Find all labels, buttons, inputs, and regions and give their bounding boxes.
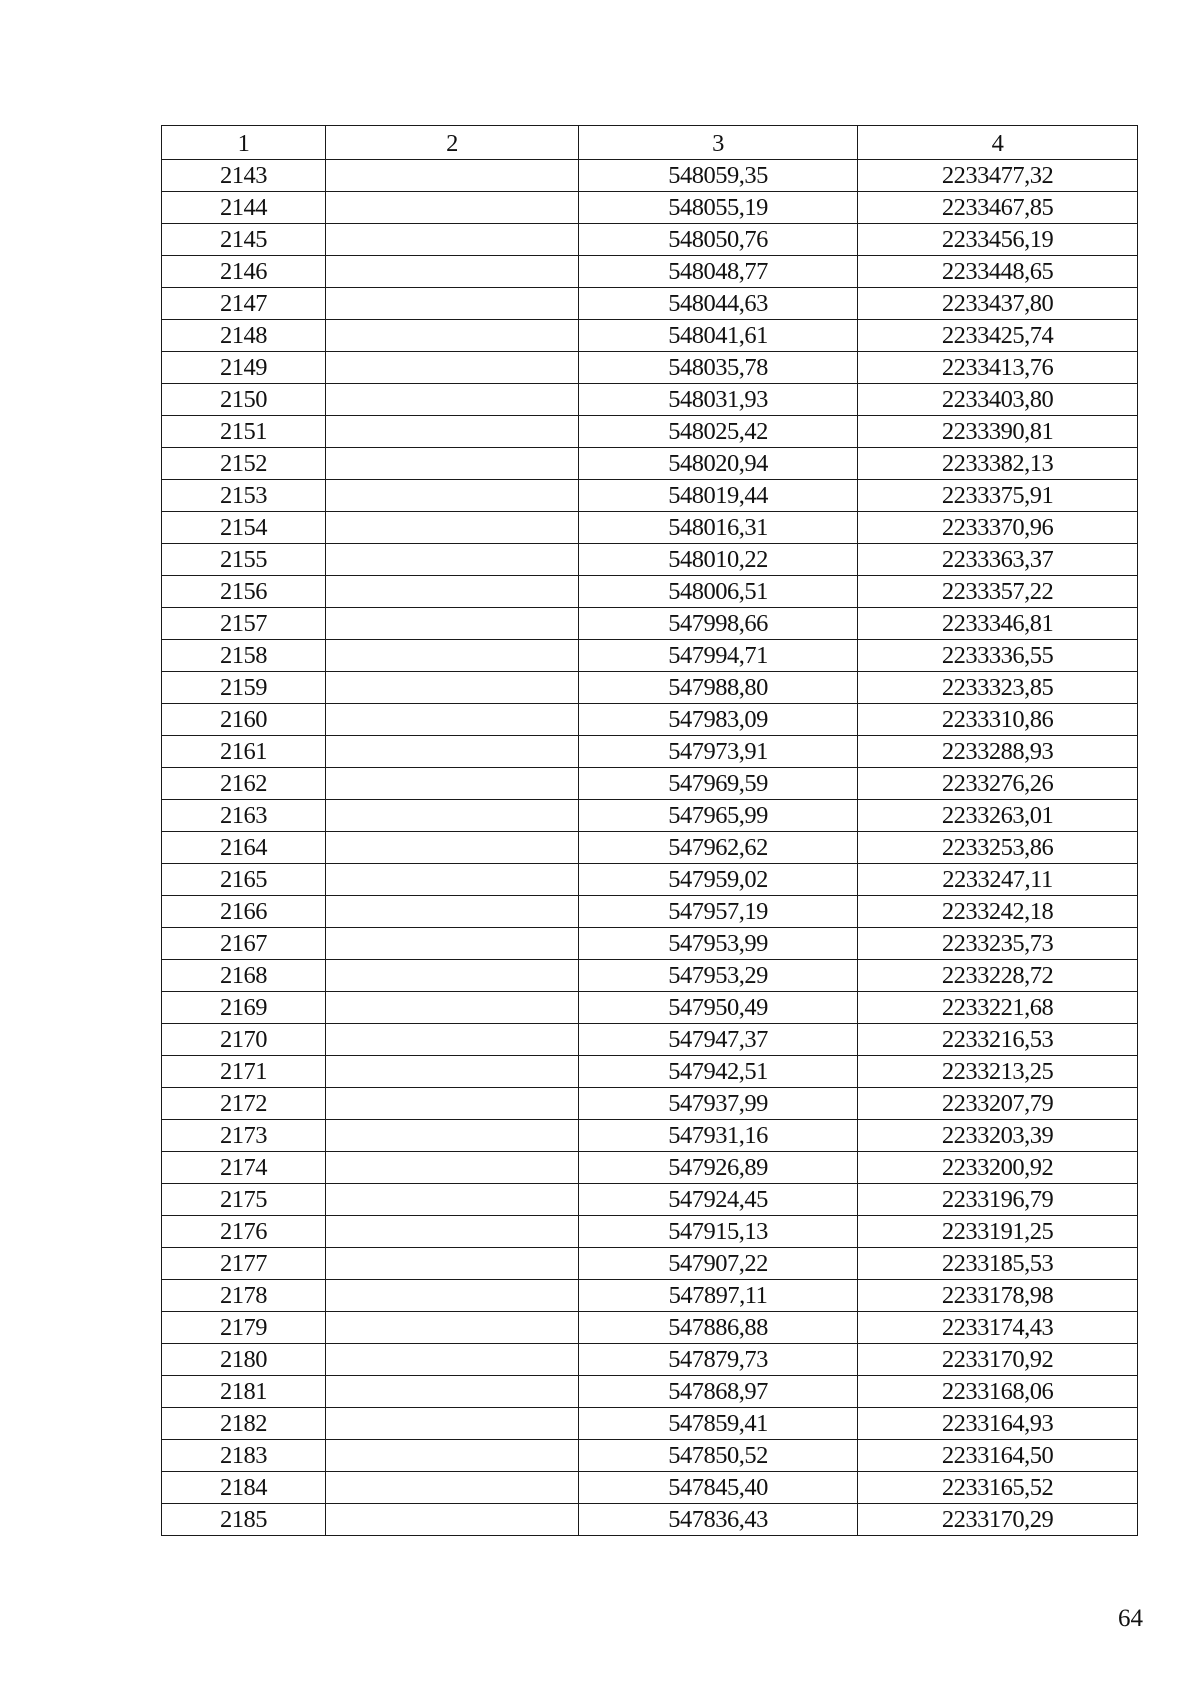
table-row bbox=[162, 1152, 1138, 1184]
point-number-cell: 2159 bbox=[162, 672, 326, 704]
empty-cell bbox=[326, 224, 579, 256]
empty-cell bbox=[326, 1216, 579, 1248]
y-coordinate-cell: 2233221,68 bbox=[858, 992, 1138, 1024]
empty-cell bbox=[326, 512, 579, 544]
empty-cell bbox=[326, 544, 579, 576]
table-row bbox=[162, 1184, 1138, 1216]
point-number-cell: 2174 bbox=[162, 1152, 326, 1184]
table-row bbox=[162, 1248, 1138, 1280]
y-coordinate-cell: 2233191,25 bbox=[858, 1216, 1138, 1248]
table-row bbox=[162, 1440, 1138, 1472]
y-coordinate-cell: 2233185,53 bbox=[858, 1248, 1138, 1280]
table-row bbox=[162, 320, 1138, 352]
x-coordinate-cell: 548041,61 bbox=[579, 320, 858, 352]
y-coordinate-cell: 2233437,80 bbox=[858, 288, 1138, 320]
y-coordinate-cell: 2233288,93 bbox=[858, 736, 1138, 768]
x-coordinate-cell: 547950,49 bbox=[579, 992, 858, 1024]
x-coordinate-cell: 547937,99 bbox=[579, 1088, 858, 1120]
point-number-cell: 2169 bbox=[162, 992, 326, 1024]
empty-cell bbox=[326, 672, 579, 704]
point-number-cell: 2158 bbox=[162, 640, 326, 672]
point-number-cell: 2153 bbox=[162, 480, 326, 512]
table-row bbox=[162, 1120, 1138, 1152]
y-coordinate-cell: 2233370,96 bbox=[858, 512, 1138, 544]
table-row bbox=[162, 192, 1138, 224]
table-row bbox=[162, 544, 1138, 576]
y-coordinate-cell: 2233357,22 bbox=[858, 576, 1138, 608]
empty-cell bbox=[326, 448, 579, 480]
table-row bbox=[162, 608, 1138, 640]
point-number-cell: 2182 bbox=[162, 1408, 326, 1440]
empty-cell bbox=[326, 1248, 579, 1280]
empty-cell bbox=[326, 1408, 579, 1440]
x-coordinate-cell: 547969,59 bbox=[579, 768, 858, 800]
y-coordinate-cell: 2233228,72 bbox=[858, 960, 1138, 992]
table-row bbox=[162, 672, 1138, 704]
empty-cell bbox=[326, 160, 579, 192]
empty-cell bbox=[326, 576, 579, 608]
point-number-cell: 2172 bbox=[162, 1088, 326, 1120]
point-number-cell: 2143 bbox=[162, 160, 326, 192]
point-number-cell: 2145 bbox=[162, 224, 326, 256]
y-coordinate-cell: 2233235,73 bbox=[858, 928, 1138, 960]
empty-cell bbox=[326, 1152, 579, 1184]
y-coordinate-cell: 2233196,79 bbox=[858, 1184, 1138, 1216]
y-coordinate-cell: 2233170,92 bbox=[858, 1344, 1138, 1376]
y-coordinate-cell: 2233247,11 bbox=[858, 864, 1138, 896]
y-coordinate-cell: 2233253,86 bbox=[858, 832, 1138, 864]
x-coordinate-cell: 547942,51 bbox=[579, 1056, 858, 1088]
point-number-cell: 2146 bbox=[162, 256, 326, 288]
header-row bbox=[162, 126, 1138, 160]
empty-cell bbox=[326, 1184, 579, 1216]
table-row bbox=[162, 1056, 1138, 1088]
point-number-cell: 2168 bbox=[162, 960, 326, 992]
empty-cell bbox=[326, 1504, 579, 1536]
empty-cell bbox=[326, 640, 579, 672]
table-body bbox=[162, 160, 1138, 1536]
x-coordinate-cell: 547959,02 bbox=[579, 864, 858, 896]
table-row bbox=[162, 800, 1138, 832]
table-row bbox=[162, 1504, 1138, 1536]
table-row bbox=[162, 224, 1138, 256]
table-row bbox=[162, 480, 1138, 512]
empty-cell bbox=[326, 1440, 579, 1472]
y-coordinate-cell: 2233323,85 bbox=[858, 672, 1138, 704]
point-number-cell: 2156 bbox=[162, 576, 326, 608]
point-number-cell: 2149 bbox=[162, 352, 326, 384]
point-number-cell: 2161 bbox=[162, 736, 326, 768]
empty-cell bbox=[326, 1024, 579, 1056]
empty-cell bbox=[326, 864, 579, 896]
empty-cell bbox=[326, 1088, 579, 1120]
point-number-cell: 2151 bbox=[162, 416, 326, 448]
empty-cell bbox=[326, 1056, 579, 1088]
column-header-2: 2 bbox=[326, 126, 579, 160]
point-number-cell: 2148 bbox=[162, 320, 326, 352]
point-number-cell: 2157 bbox=[162, 608, 326, 640]
table-row bbox=[162, 1376, 1138, 1408]
y-coordinate-cell: 2233276,26 bbox=[858, 768, 1138, 800]
point-number-cell: 2173 bbox=[162, 1120, 326, 1152]
x-coordinate-cell: 548010,22 bbox=[579, 544, 858, 576]
y-coordinate-cell: 2233200,92 bbox=[858, 1152, 1138, 1184]
y-coordinate-cell: 2233164,50 bbox=[858, 1440, 1138, 1472]
y-coordinate-cell: 2233170,29 bbox=[858, 1504, 1138, 1536]
point-number-cell: 2178 bbox=[162, 1280, 326, 1312]
x-coordinate-cell: 548016,31 bbox=[579, 512, 858, 544]
y-coordinate-cell: 2233164,93 bbox=[858, 1408, 1138, 1440]
x-coordinate-cell: 548020,94 bbox=[579, 448, 858, 480]
y-coordinate-cell: 2233168,06 bbox=[858, 1376, 1138, 1408]
x-coordinate-cell: 548044,63 bbox=[579, 288, 858, 320]
x-coordinate-cell: 547931,16 bbox=[579, 1120, 858, 1152]
empty-cell bbox=[326, 704, 579, 736]
table-row bbox=[162, 1344, 1138, 1376]
point-number-cell: 2155 bbox=[162, 544, 326, 576]
empty-cell bbox=[326, 192, 579, 224]
x-coordinate-cell: 548050,76 bbox=[579, 224, 858, 256]
table-row bbox=[162, 1088, 1138, 1120]
x-coordinate-cell: 548025,42 bbox=[579, 416, 858, 448]
table-row bbox=[162, 512, 1138, 544]
table-row bbox=[162, 448, 1138, 480]
y-coordinate-cell: 2233207,79 bbox=[858, 1088, 1138, 1120]
table-row bbox=[162, 1408, 1138, 1440]
x-coordinate-cell: 548055,19 bbox=[579, 192, 858, 224]
x-coordinate-cell: 547962,62 bbox=[579, 832, 858, 864]
x-coordinate-cell: 547988,80 bbox=[579, 672, 858, 704]
y-coordinate-cell: 2233375,91 bbox=[858, 480, 1138, 512]
point-number-cell: 2180 bbox=[162, 1344, 326, 1376]
x-coordinate-cell: 547886,88 bbox=[579, 1312, 858, 1344]
y-coordinate-cell: 2233174,43 bbox=[858, 1312, 1138, 1344]
empty-cell bbox=[326, 416, 579, 448]
empty-cell bbox=[326, 960, 579, 992]
page-number: 64 bbox=[1118, 1605, 1143, 1632]
y-coordinate-cell: 2233425,74 bbox=[858, 320, 1138, 352]
table-header bbox=[162, 126, 1138, 160]
table-row bbox=[162, 960, 1138, 992]
table-row bbox=[162, 1024, 1138, 1056]
empty-cell bbox=[326, 384, 579, 416]
y-coordinate-cell: 2233363,37 bbox=[858, 544, 1138, 576]
x-coordinate-cell: 547965,99 bbox=[579, 800, 858, 832]
y-coordinate-cell: 2233456,19 bbox=[858, 224, 1138, 256]
table-row bbox=[162, 416, 1138, 448]
empty-cell bbox=[326, 896, 579, 928]
table-row bbox=[162, 1312, 1138, 1344]
x-coordinate-cell: 547953,99 bbox=[579, 928, 858, 960]
empty-cell bbox=[326, 1344, 579, 1376]
y-coordinate-cell: 2233413,76 bbox=[858, 352, 1138, 384]
table-row bbox=[162, 992, 1138, 1024]
column-header-4: 4 bbox=[858, 126, 1138, 160]
point-number-cell: 2167 bbox=[162, 928, 326, 960]
y-coordinate-cell: 2233310,86 bbox=[858, 704, 1138, 736]
table-row bbox=[162, 256, 1138, 288]
point-number-cell: 2184 bbox=[162, 1472, 326, 1504]
x-coordinate-cell: 548019,44 bbox=[579, 480, 858, 512]
table-row bbox=[162, 288, 1138, 320]
x-coordinate-cell: 548035,78 bbox=[579, 352, 858, 384]
point-number-cell: 2152 bbox=[162, 448, 326, 480]
x-coordinate-cell: 547947,37 bbox=[579, 1024, 858, 1056]
table-row bbox=[162, 768, 1138, 800]
point-number-cell: 2154 bbox=[162, 512, 326, 544]
y-coordinate-cell: 2233467,85 bbox=[858, 192, 1138, 224]
x-coordinate-cell: 547957,19 bbox=[579, 896, 858, 928]
point-number-cell: 2147 bbox=[162, 288, 326, 320]
point-number-cell: 2183 bbox=[162, 1440, 326, 1472]
point-number-cell: 2177 bbox=[162, 1248, 326, 1280]
x-coordinate-cell: 547879,73 bbox=[579, 1344, 858, 1376]
empty-cell bbox=[326, 352, 579, 384]
y-coordinate-cell: 2233178,98 bbox=[858, 1280, 1138, 1312]
table-row bbox=[162, 704, 1138, 736]
point-number-cell: 2176 bbox=[162, 1216, 326, 1248]
point-number-cell: 2162 bbox=[162, 768, 326, 800]
x-coordinate-cell: 548006,51 bbox=[579, 576, 858, 608]
column-header-3: 3 bbox=[579, 126, 858, 160]
empty-cell bbox=[326, 1312, 579, 1344]
table-row bbox=[162, 1216, 1138, 1248]
x-coordinate-cell: 547850,52 bbox=[579, 1440, 858, 1472]
table-row bbox=[162, 736, 1138, 768]
y-coordinate-cell: 2233242,18 bbox=[858, 896, 1138, 928]
table-row bbox=[162, 640, 1138, 672]
x-coordinate-cell: 547998,66 bbox=[579, 608, 858, 640]
coordinates-table bbox=[161, 125, 1138, 1536]
x-coordinate-cell: 547836,43 bbox=[579, 1504, 858, 1536]
y-coordinate-cell: 2233477,32 bbox=[858, 160, 1138, 192]
y-coordinate-cell: 2233263,01 bbox=[858, 800, 1138, 832]
x-coordinate-cell: 547983,09 bbox=[579, 704, 858, 736]
point-number-cell: 2185 bbox=[162, 1504, 326, 1536]
point-number-cell: 2164 bbox=[162, 832, 326, 864]
empty-cell bbox=[326, 288, 579, 320]
point-number-cell: 2144 bbox=[162, 192, 326, 224]
y-coordinate-cell: 2233336,55 bbox=[858, 640, 1138, 672]
x-coordinate-cell: 547915,13 bbox=[579, 1216, 858, 1248]
point-number-cell: 2181 bbox=[162, 1376, 326, 1408]
x-coordinate-cell: 547907,22 bbox=[579, 1248, 858, 1280]
empty-cell bbox=[326, 608, 579, 640]
column-header-1: 1 bbox=[162, 126, 326, 160]
x-coordinate-cell: 548048,77 bbox=[579, 256, 858, 288]
point-number-cell: 2179 bbox=[162, 1312, 326, 1344]
point-number-cell: 2150 bbox=[162, 384, 326, 416]
empty-cell bbox=[326, 1120, 579, 1152]
y-coordinate-cell: 2233213,25 bbox=[858, 1056, 1138, 1088]
x-coordinate-cell: 547973,91 bbox=[579, 736, 858, 768]
empty-cell bbox=[326, 832, 579, 864]
empty-cell bbox=[326, 992, 579, 1024]
x-coordinate-cell: 548059,35 bbox=[579, 160, 858, 192]
table-row bbox=[162, 160, 1138, 192]
y-coordinate-cell: 2233448,65 bbox=[858, 256, 1138, 288]
x-coordinate-cell: 547926,89 bbox=[579, 1152, 858, 1184]
table-row bbox=[162, 352, 1138, 384]
point-number-cell: 2166 bbox=[162, 896, 326, 928]
empty-cell bbox=[326, 256, 579, 288]
point-number-cell: 2170 bbox=[162, 1024, 326, 1056]
table-row bbox=[162, 832, 1138, 864]
point-number-cell: 2175 bbox=[162, 1184, 326, 1216]
x-coordinate-cell: 547859,41 bbox=[579, 1408, 858, 1440]
empty-cell bbox=[326, 928, 579, 960]
table-row bbox=[162, 928, 1138, 960]
y-coordinate-cell: 2233390,81 bbox=[858, 416, 1138, 448]
table-row bbox=[162, 864, 1138, 896]
x-coordinate-cell: 547897,11 bbox=[579, 1280, 858, 1312]
point-number-cell: 2160 bbox=[162, 704, 326, 736]
table-row bbox=[162, 576, 1138, 608]
x-coordinate-cell: 547994,71 bbox=[579, 640, 858, 672]
empty-cell bbox=[326, 1280, 579, 1312]
y-coordinate-cell: 2233203,39 bbox=[858, 1120, 1138, 1152]
point-number-cell: 2171 bbox=[162, 1056, 326, 1088]
y-coordinate-cell: 2233403,80 bbox=[858, 384, 1138, 416]
x-coordinate-cell: 547953,29 bbox=[579, 960, 858, 992]
point-number-cell: 2163 bbox=[162, 800, 326, 832]
empty-cell bbox=[326, 1472, 579, 1504]
x-coordinate-cell: 548031,93 bbox=[579, 384, 858, 416]
x-coordinate-cell: 547868,97 bbox=[579, 1376, 858, 1408]
x-coordinate-cell: 547845,40 bbox=[579, 1472, 858, 1504]
y-coordinate-cell: 2233216,53 bbox=[858, 1024, 1138, 1056]
y-coordinate-cell: 2233382,13 bbox=[858, 448, 1138, 480]
table-row bbox=[162, 384, 1138, 416]
table-row bbox=[162, 896, 1138, 928]
table-row bbox=[162, 1472, 1138, 1504]
empty-cell bbox=[326, 736, 579, 768]
empty-cell bbox=[326, 480, 579, 512]
y-coordinate-cell: 2233165,52 bbox=[858, 1472, 1138, 1504]
empty-cell bbox=[326, 800, 579, 832]
empty-cell bbox=[326, 320, 579, 352]
empty-cell bbox=[326, 1376, 579, 1408]
empty-cell bbox=[326, 768, 579, 800]
point-number-cell: 2165 bbox=[162, 864, 326, 896]
x-coordinate-cell: 547924,45 bbox=[579, 1184, 858, 1216]
y-coordinate-cell: 2233346,81 bbox=[858, 608, 1138, 640]
table-row bbox=[162, 1280, 1138, 1312]
